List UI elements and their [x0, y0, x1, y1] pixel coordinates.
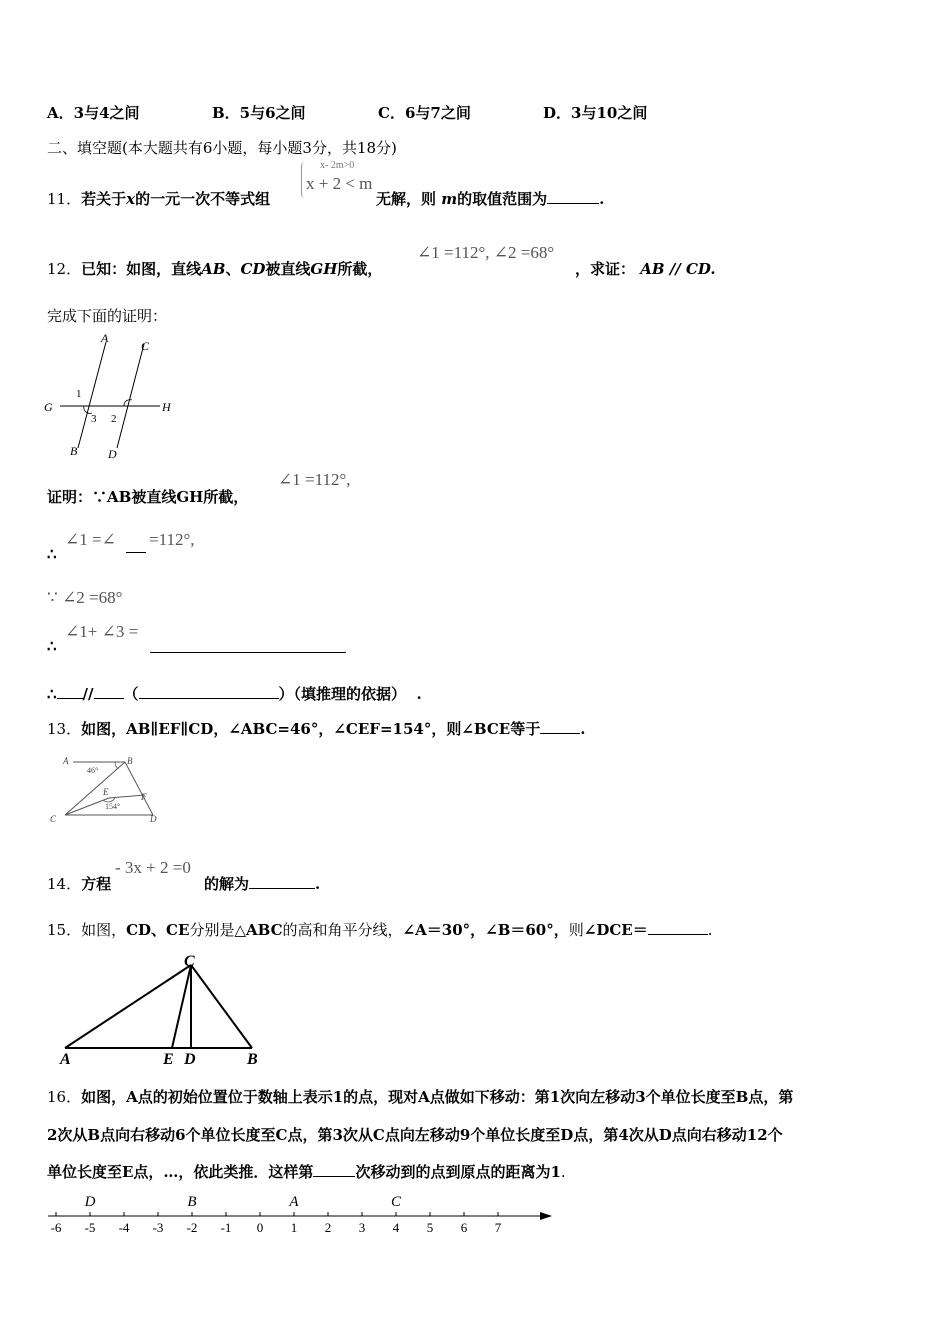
point-label-c: C — [390, 1194, 402, 1210]
segment-ac — [65, 965, 191, 1048]
proof-line-2-b: =112°, — [149, 530, 195, 549]
inequality-system: x- 2m>0 x + 2 < m — [298, 160, 374, 200]
tick-label: -1 — [220, 1220, 232, 1235]
q14-formula: - 3x + 2 =0 — [115, 858, 191, 877]
label-e: E — [103, 787, 109, 797]
label-d: D — [150, 814, 157, 824]
label-d: D — [108, 447, 117, 461]
label-c: C — [141, 339, 150, 353]
label-b: B — [247, 1051, 258, 1068]
line-ab — [78, 342, 106, 448]
proof-line-3: ∵ ∠2 =68° — [47, 588, 123, 607]
label-2: 2 — [111, 413, 117, 425]
label-d: D — [184, 1051, 196, 1068]
proof-line-4-symbol: ∴ — [47, 637, 57, 655]
proof-line-2-a: ∠1 =∠ — [65, 530, 116, 549]
option-d: D．3与10之间 — [543, 104, 648, 122]
tick-label: 2 — [324, 1220, 332, 1235]
proof-line-4-blank[interactable] — [150, 652, 346, 653]
question-11: 11．若关于x的一元一次不等式组 — [47, 190, 271, 208]
number-line — [40, 1188, 560, 1243]
q12-formula: ∠1 =112°, ∠2 =68° — [417, 243, 555, 262]
proof-line-4-formula: ∠1+ ∠3 = — [65, 622, 139, 641]
tick-label: 7 — [494, 1220, 502, 1235]
label-c: C — [50, 814, 57, 824]
tick-label: -5 — [84, 1220, 96, 1235]
segment-ce — [172, 965, 191, 1048]
proof-line-2-symbol: ∴ — [47, 545, 57, 563]
question-14-tail: 的解为 . — [204, 875, 321, 893]
label-154: 154° — [105, 802, 121, 811]
line-bd — [125, 762, 153, 815]
question-13: 13．如图，AB∥EF∥CD，∠ABC=46°，∠CEF=154°，则∠BCE等于 . — [47, 720, 586, 738]
line-ef — [109, 795, 145, 798]
point-label-d: D — [84, 1194, 96, 1210]
line-ce — [65, 798, 109, 815]
proof-line-1-formula: ∠1 =112°, — [278, 470, 351, 489]
label-e: E — [163, 1051, 174, 1068]
question-12-tail: ，求证： AB // CD. — [575, 260, 716, 278]
question-16-line1: 16．如图，A点的初始位置位于数轴上表示1的点，现对A点做如下移动：第1次向左移动3个单位长度至B点，第 — [47, 1088, 794, 1106]
proof-line-2-blank[interactable] — [126, 552, 146, 553]
question-12: 12．已知：如图，直线AB、CD被直线GH所截， — [47, 260, 383, 278]
tick-label: 5 — [426, 1220, 434, 1235]
tick-label: -2 — [186, 1220, 198, 1235]
tick-label: 1 — [290, 1220, 298, 1235]
label-f: F — [141, 792, 147, 802]
label-46: 46° — [87, 766, 99, 775]
label-a: A — [60, 1051, 71, 1068]
tick-label: 4 — [392, 1220, 400, 1235]
tick-label: -4 — [118, 1220, 130, 1235]
line-cd — [117, 344, 144, 448]
section-header: 二、填空题(本大题共有6小题，每小题3分，共18分) — [47, 139, 397, 157]
question-11-tail: 无解，则 m的取值范围为 . — [376, 190, 605, 208]
label-h: H — [162, 400, 171, 414]
label-g: G — [44, 400, 53, 414]
figure-15 — [55, 950, 270, 1070]
question-16-line3: 单位长度至E点，…，依此类推．这样第 次移动到的点到原点的距离为1. — [47, 1163, 566, 1181]
label-1: 1 — [76, 388, 82, 400]
figure-12 — [40, 330, 180, 465]
option-c: C．6与7之间 — [378, 104, 471, 122]
figure-13 — [45, 750, 170, 835]
tick-label: 3 — [358, 1220, 366, 1235]
label-a: A — [63, 756, 69, 766]
segment-cb — [191, 965, 252, 1048]
proof-intro: 完成下面的证明： — [47, 307, 168, 325]
question-14: 14．方程 — [47, 875, 112, 893]
label-3: 3 — [91, 413, 97, 425]
question-15: 15．如图，CD、CE分别是△ABC的高和角平分线，∠A＝30°，∠B＝60°，则∠DCE＝ . — [47, 921, 713, 939]
tick-label: -6 — [50, 1220, 62, 1235]
proof-line-1: 证明：∵AB被直线GH所截， — [47, 488, 249, 506]
option-b: B．5与6之间 — [212, 104, 306, 122]
point-label-a: A — [289, 1194, 299, 1210]
tick-label: -3 — [152, 1220, 164, 1235]
tick-label: 0 — [256, 1220, 264, 1235]
tick-label: 6 — [460, 1220, 468, 1235]
option-a: A．3与4之间 — [47, 104, 140, 122]
point-label-b: B — [187, 1194, 197, 1210]
label-b: B — [127, 756, 133, 766]
label-b: B — [70, 444, 78, 458]
proof-line-5: ∴ // （ ）（填推理的依据） . — [47, 685, 422, 703]
question-16-line2: 2次从B点向右移动6个单位长度至C点，第3次从C点向左移动9个单位长度至D点，第4次从D点向右移动12个 — [47, 1126, 783, 1144]
label-a: A — [101, 331, 109, 345]
label-c: C — [184, 953, 195, 970]
axis-arrow — [540, 1212, 552, 1220]
